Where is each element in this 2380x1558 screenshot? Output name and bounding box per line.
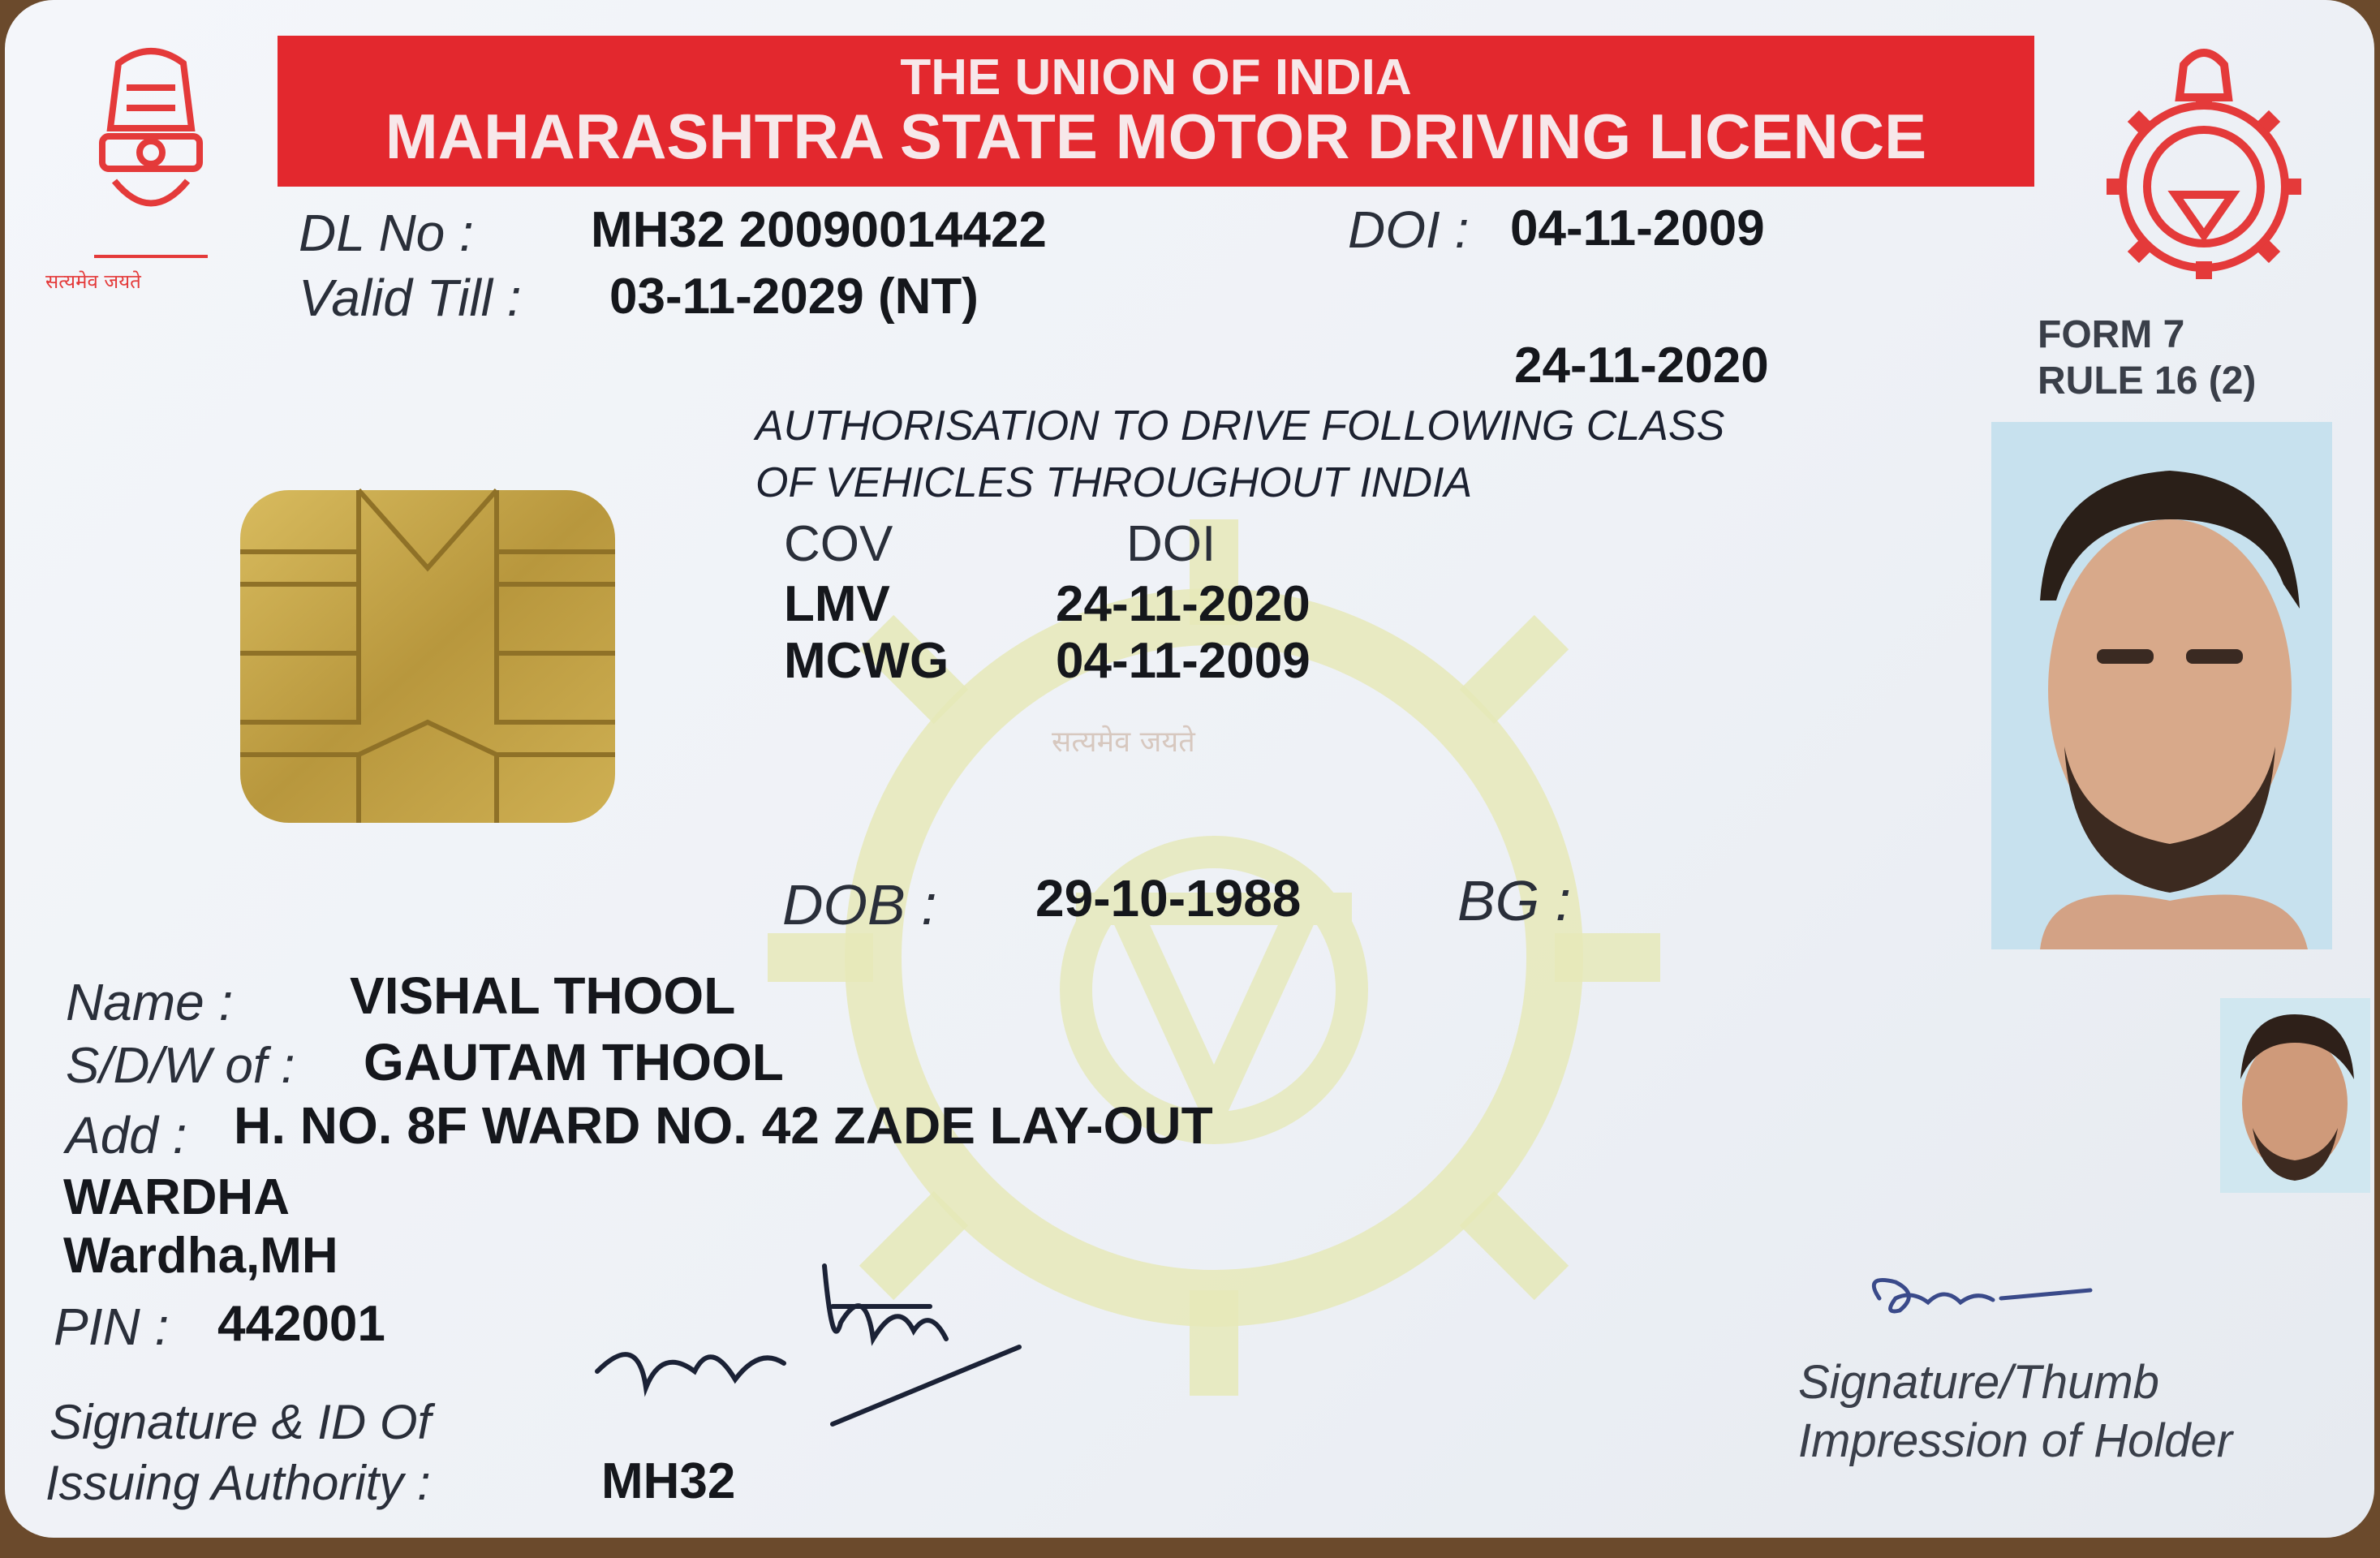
relation-label: S/D/W of :: [66, 1038, 295, 1094]
form-number: FORM 7: [2038, 313, 2185, 356]
address-line2: WARDHA: [63, 1169, 290, 1225]
address-line1: H. NO. 8F WARD NO. 42 ZADE LAY-OUT: [234, 1096, 1213, 1155]
ashoka-emblem-icon: [70, 39, 232, 258]
class-cov: LMV: [784, 576, 890, 632]
dl-no-value: MH32 20090014422: [591, 202, 1047, 258]
dob-label: DOB :: [782, 873, 937, 936]
valid-till-label: Valid Till :: [299, 269, 522, 327]
holder-name: VISHAL THOOL: [350, 966, 736, 1025]
address-line3: Wardha,MH: [63, 1228, 338, 1284]
authority-signature-icon: [589, 1250, 1044, 1436]
name-label: Name :: [66, 973, 234, 1031]
authorisation-line1: AUTHORISATION TO DRIVE FOLLOWING CLASS: [755, 402, 1725, 450]
dl-no-label: DL No :: [299, 204, 474, 262]
header-banner: [278, 36, 2034, 187]
class-doi: 24-11-2020: [1056, 576, 1311, 632]
dob-value: 29-10-1988: [1035, 869, 1302, 927]
authority-label-line2: Issuing Authority :: [45, 1456, 431, 1510]
doi-label: DOI :: [1348, 200, 1470, 259]
issue-date: 24-11-2020: [1514, 338, 1769, 394]
holder-photo-small: [2220, 998, 2370, 1193]
authorisation-line2: OF VEHICLES THROUGHOUT INDIA: [755, 459, 1473, 506]
class-cov: MCWG: [784, 633, 949, 689]
pin-label: PIN :: [54, 1298, 170, 1356]
relation-name: GAUTAM THOOL: [364, 1033, 784, 1091]
authority-label-line1: Signature & ID Of: [49, 1395, 432, 1449]
class-doi: 04-11-2009: [1056, 633, 1311, 689]
rto-seal-icon: [2090, 32, 2318, 284]
smart-chip-icon: [237, 487, 618, 826]
rule-number: RULE 16 (2): [2038, 359, 2257, 402]
driving-licence-card: [5, 0, 2374, 1538]
licence-title: MAHARASHTRA STATE MOTOR DRIVING LICENCE: [385, 101, 1927, 172]
holder-signature-label-line2: Impression of Holder: [1798, 1414, 2233, 1467]
doi-value: 04-11-2009: [1510, 200, 1765, 256]
authority-id: MH32: [601, 1453, 736, 1509]
cov-header: COV: [784, 516, 893, 572]
watermark-motto: सत्यमेव जयते: [1052, 725, 1195, 759]
emblem-motto: सत्यमेव जयते: [45, 270, 141, 293]
holder-photo: [1991, 422, 2332, 949]
holder-signature-icon: [1863, 1266, 2107, 1331]
blood-group-label: BG :: [1457, 869, 1572, 932]
union-title: THE UNION OF INDIA: [900, 49, 1412, 105]
holder-signature-label-line1: Signature/Thumb: [1798, 1356, 2159, 1409]
valid-till-value: 03-11-2029 (NT): [609, 269, 979, 325]
doi-header: DOI: [1126, 516, 1216, 572]
address-label: Add :: [66, 1106, 187, 1164]
pin-value: 442001: [217, 1296, 385, 1352]
